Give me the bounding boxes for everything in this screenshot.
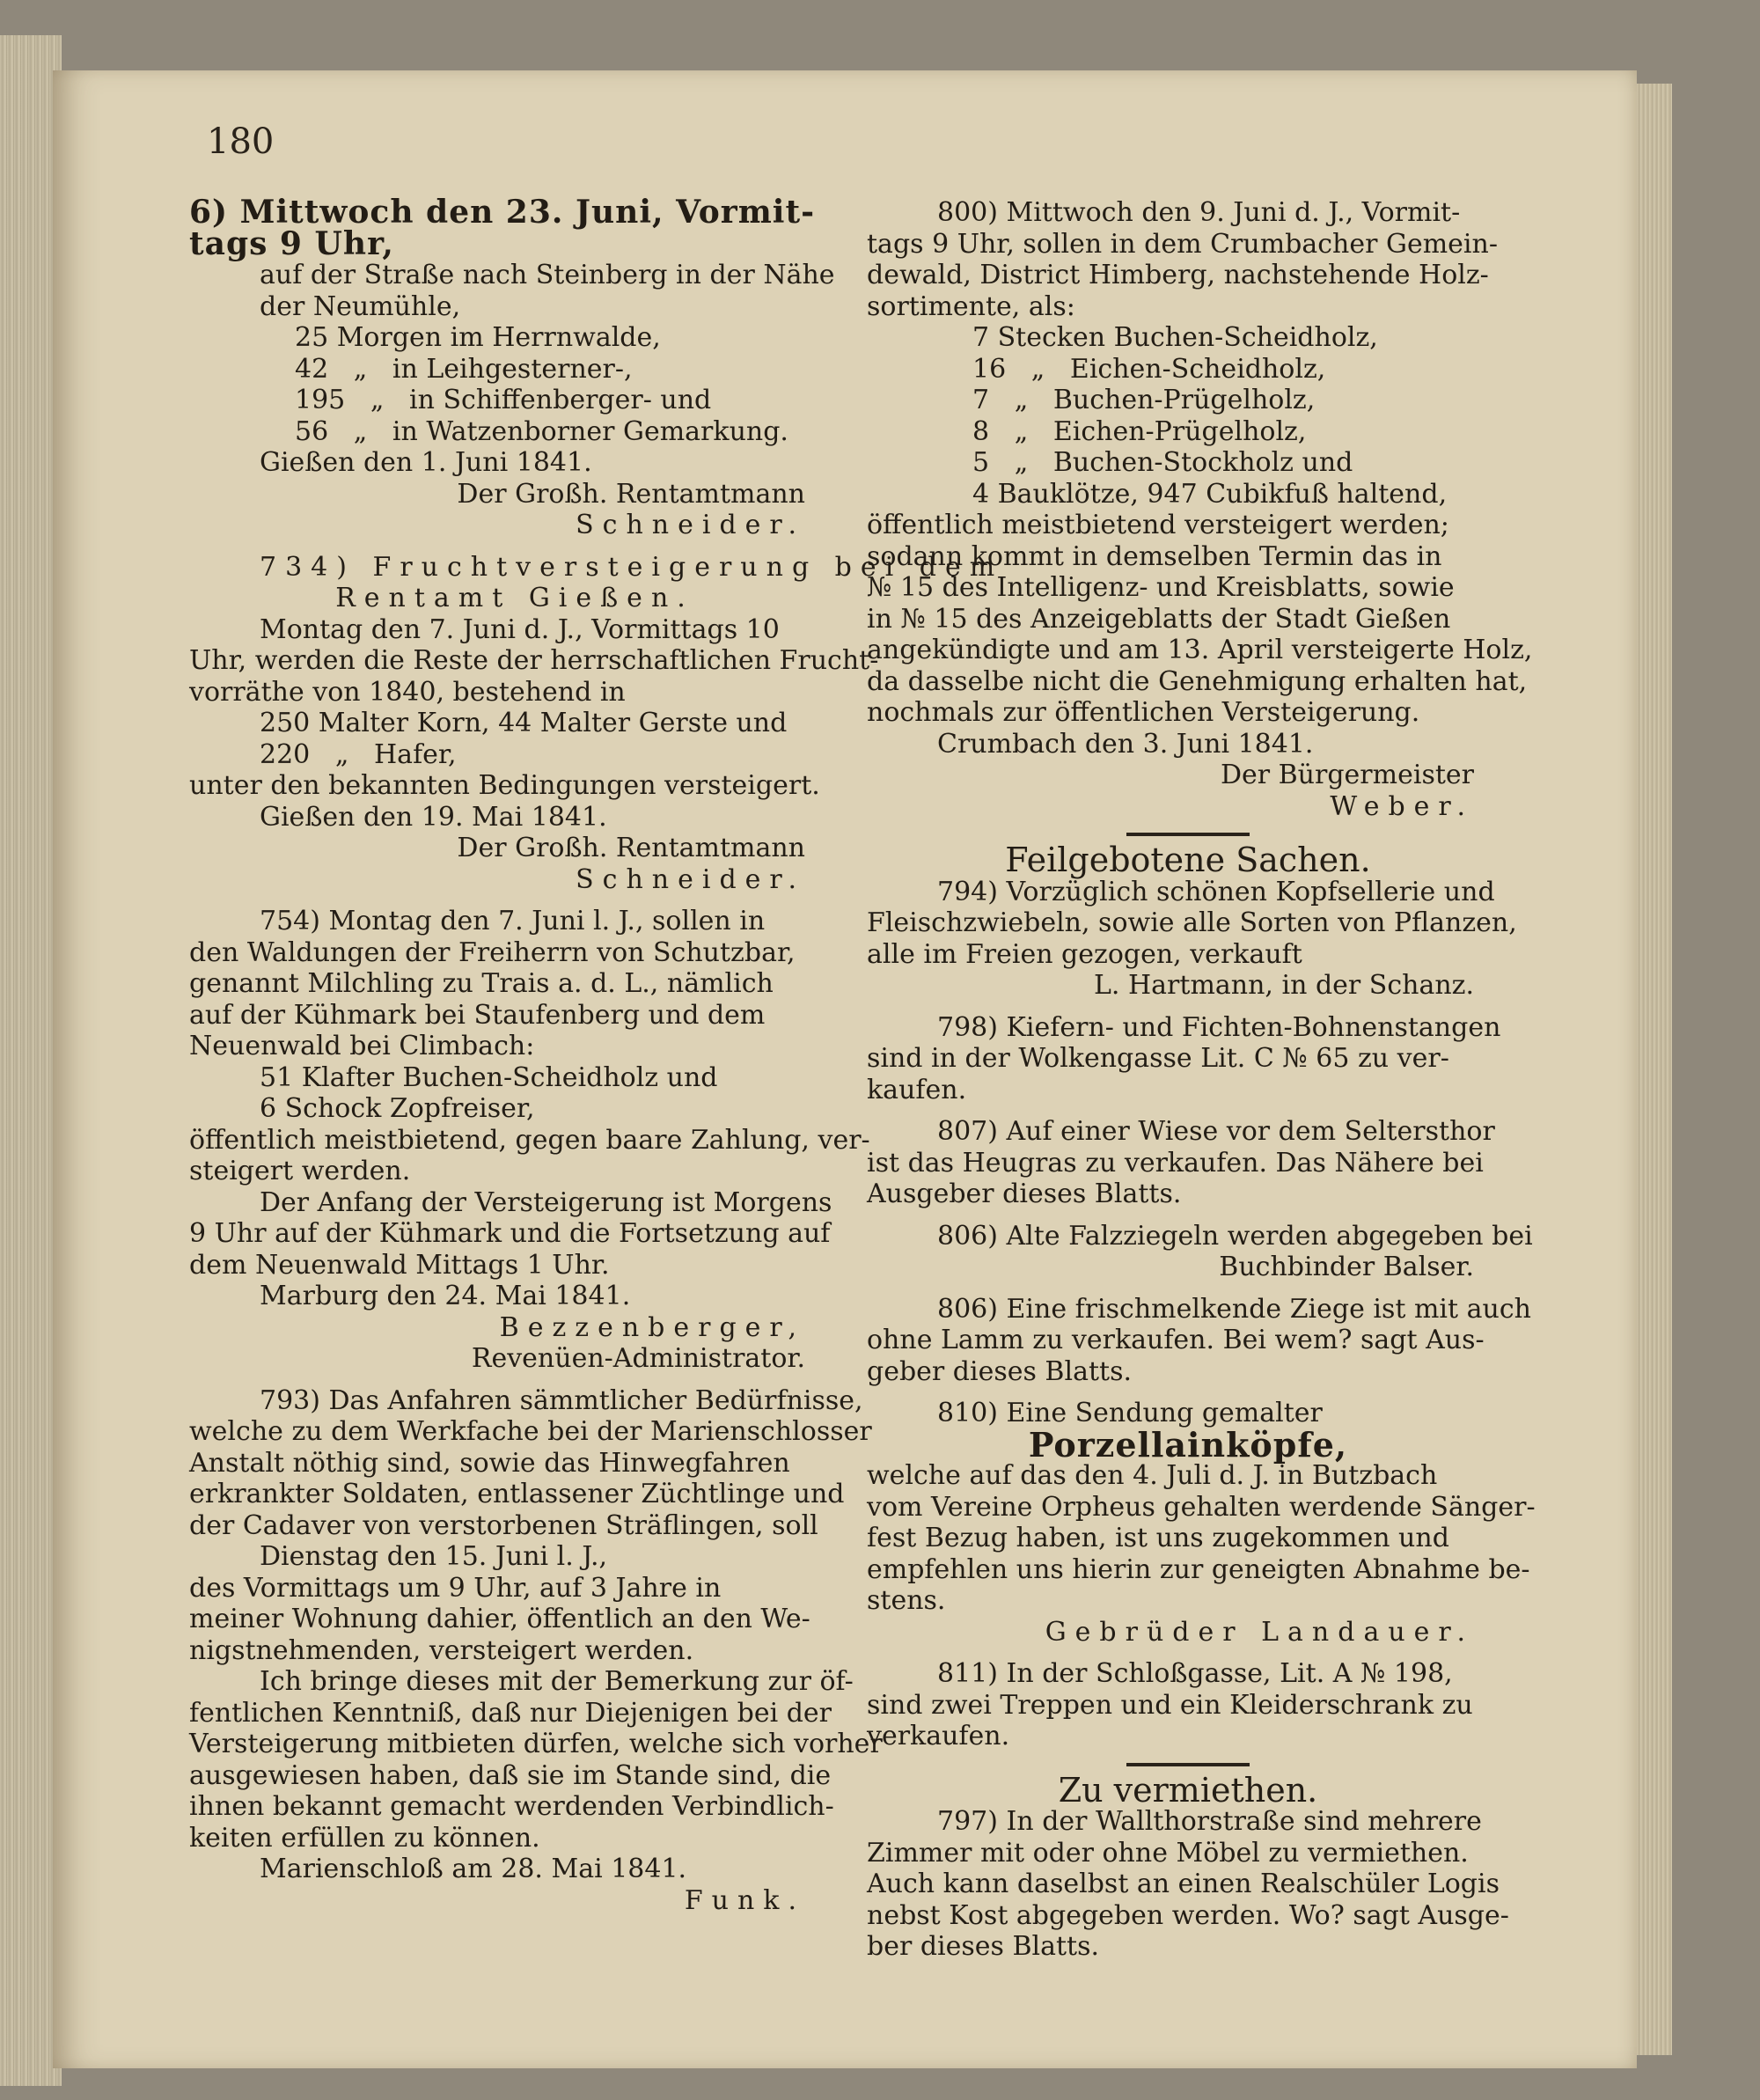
text-line: Ich bringe dieses mit der Bemerkung zur öf- — [260, 1666, 854, 1697]
date-line: Marburg den 24. Mai 1841. — [260, 1281, 631, 1311]
notice-806-b — [867, 1293, 1531, 1388]
text-line: fest Bezug haben, ist uns zugekommen und — [867, 1523, 1449, 1553]
text-line: genannt Milchling zu Trais a. d. L., nämlich — [189, 968, 774, 999]
text-line: 754) Montag den 7. Juni l. J., sollen in — [260, 906, 766, 936]
text-line: Auch kann daselbst an einen Realschüler Logis — [867, 1869, 1500, 1899]
text-line: ausgewiesen haben, daß sie im Stande sind, die — [189, 1759, 832, 1791]
signature-name: Funk. — [684, 1884, 805, 1916]
list-item: 56 „ in Watzenborner Gemarkung. — [295, 415, 788, 447]
text-line: steigert werden. — [189, 1156, 411, 1186]
text-line: 797) In der Wallthorstraße sind mehrere — [937, 1806, 1482, 1837]
text-line: fentlichen Kenntniß, daß nur Diejenigen bei der — [189, 1697, 832, 1729]
text-line: welche zu dem Werkfache bei der Marienschlosser — [189, 1416, 872, 1447]
signature-title: Revenüen-Administrator. — [471, 1343, 805, 1374]
list-item: 16 „ Eichen-Scheidholz, — [972, 353, 1326, 385]
notice-798 — [867, 1012, 1509, 1106]
text-line: vorräthe von 1840, bestehend in — [189, 676, 626, 708]
text-line: 800) Mittwoch den 9. Juni d. J., Vormit- — [937, 197, 1461, 228]
section-divider — [1126, 833, 1250, 836]
notice-794 — [867, 876, 1517, 1002]
notice-title: Rentamt Gießen. — [335, 583, 694, 613]
text-line: auf der Kühmark bei Staufenberg und dem — [189, 999, 766, 1031]
notice-797 — [867, 1806, 1509, 1963]
signature-name: Weber. — [1330, 790, 1474, 822]
text-line: unter den bekannten Bedingungen versteigert. — [189, 770, 820, 801]
text-line: empfehlen uns hierin zur geneigten Abnahme be- — [867, 1553, 1530, 1585]
text-line: sind zwei Treppen und ein Kleiderschrank zu — [867, 1689, 1473, 1721]
text-line: ber dieses Blatts. — [867, 1931, 1100, 1962]
notice-811 — [867, 1658, 1509, 1752]
highlight-text: Porzellainköpfe, — [1028, 1424, 1348, 1465]
text-line: 806) Alte Falzziegeln werden abgegeben bei — [937, 1220, 1533, 1252]
list-item: 250 Malter Korn, 44 Malter Gerste und — [260, 708, 788, 738]
text-line: Zimmer mit oder ohne Möbel zu vermiethen. — [867, 1837, 1469, 1869]
text-line: nigstnehmenden, versteigert werden. — [189, 1634, 694, 1666]
list-item: 7 „ Buchen-Prügelholz, — [972, 385, 1316, 415]
text-line: da dasselbe nicht die Genehmigung erhalten hat, — [867, 665, 1528, 697]
text-line: sortimente, als: — [867, 290, 1075, 322]
notice-734 — [189, 551, 1004, 896]
text-line: Ausgeber dieses Blatts. — [867, 1178, 1182, 1209]
section-title-sale: Feilgebotene Sachen. — [1005, 841, 1371, 879]
notice-810 — [867, 1398, 1536, 1648]
text-line: keiten erfüllen zu können. — [189, 1822, 540, 1854]
notice-793 — [189, 1384, 883, 1917]
text-line: vom Vereine Orpheus gehalten werdende Sänger- — [867, 1491, 1536, 1523]
signature-name: Schneider. — [576, 863, 805, 895]
text-line: nochmals zur öffentlichen Versteigerung. — [867, 697, 1420, 728]
text-line: geber dieses Blatts. — [867, 1355, 1132, 1387]
text-line: stens. — [867, 1585, 946, 1616]
text-line: 806) Eine frischmelkende Ziege ist mit auch — [937, 1293, 1531, 1325]
text-line: öffentlich meistbietend, gegen baare Zahlung, ver- — [189, 1124, 870, 1156]
right-column — [867, 197, 1536, 1973]
section-divider — [1126, 1763, 1250, 1766]
signature-title: Der Großh. Rentamtmann — [457, 478, 805, 510]
list-item: 7 Stecken Buchen-Scheidholz, — [972, 322, 1378, 353]
text-line: tags 9 Uhr, sollen in dem Crumbacher Gemein- — [867, 228, 1498, 260]
text-line: Neuenwald bei Climbach: — [189, 1031, 535, 1061]
text-line: nebst Kost abgegeben werden. Wo? sagt Ausge- — [867, 1899, 1509, 1931]
text-line: des Vormittags um 9 Uhr, auf 3 Jahre in — [189, 1572, 722, 1604]
signature-name: L. Hartmann, in der Schanz. — [1094, 970, 1474, 1001]
text-line: Der Anfang der Versteigerung ist Morgens — [260, 1186, 832, 1218]
text-line: kaufen. — [867, 1074, 967, 1105]
list-item: 4 Bauklötze, 947 Cubikfuß haltend, — [972, 478, 1448, 510]
text-line: 811) In der Schloßgasse, Lit. A № 198, — [937, 1658, 1453, 1689]
list-item: 25 Morgen im Herrnwalde, — [295, 322, 661, 353]
notice-heading: 6) Mittwoch den 23. Juni, Vormit- — [189, 194, 816, 231]
text-line: ist das Heugras zu verkaufen. Das Nähere bei — [867, 1147, 1484, 1178]
list-item: 51 Klafter Buchen-Scheidholz und — [260, 1061, 718, 1093]
text-line: öffentlich meistbietend versteigert werden; — [867, 510, 1449, 540]
text-line: sind in der Wolkengasse Lit. C № 65 zu ver- — [867, 1043, 1449, 1074]
notice-754 — [189, 906, 870, 1375]
page-stack-right — [1637, 84, 1672, 2055]
text-line: 798) Kiefern- und Fichten-Bohnenstangen — [937, 1011, 1501, 1043]
text-line: Fleischzwiebeln, sowie alle Sorten von Pflanzen, — [867, 907, 1517, 938]
text-line: sodann kommt in demselben Termin das in — [867, 540, 1442, 572]
text-line: den Waldungen der Freiherrn von Schutzbar, — [189, 936, 796, 968]
text-line: ihnen bekannt gemacht werdenden Verbindlich- — [189, 1791, 834, 1822]
list-item: 6 Schock Zopfreiser, — [260, 1093, 535, 1124]
text-line: verkaufen. — [867, 1721, 1010, 1751]
list-item: 8 „ Eichen-Prügelholz, — [972, 415, 1307, 447]
text-line: Uhr, werden die Reste der herrschaftlichen Frucht- — [189, 645, 879, 676]
text-line: ohne Lamm zu verkaufen. Bei wem? sagt Aus- — [867, 1325, 1485, 1355]
date-line: Gießen den 1. Juni 1841. — [260, 447, 592, 478]
notice-806-a — [867, 1220, 1533, 1283]
text-line: auf der Straße nach Steinberg in der Nähe — [260, 260, 835, 290]
list-item: 42 „ in Leihgesterner-, — [295, 353, 633, 385]
text-line: 810) Eine Sendung gemalter — [937, 1398, 1323, 1428]
text-line: meiner Wohnung dahier, öffentlich an den We- — [189, 1604, 810, 1634]
text-line: der Cadaver von verstorbenen Sträflingen, soll — [189, 1509, 818, 1541]
date-line: Marienschloß am 28. Mai 1841. — [260, 1854, 687, 1884]
text-line: angekündigte und am 13. April versteigerte Holz, — [867, 635, 1533, 665]
signature-name: Buchbinder Balser. — [1219, 1252, 1474, 1282]
text-line: Montag den 7. Juni d. J., Vormittags 10 — [260, 613, 780, 645]
text-line: welche auf das den 4. Juli d. J. in Butzbach — [867, 1460, 1438, 1491]
notice-807 — [867, 1116, 1509, 1210]
text-line: 9 Uhr auf der Kühmark und die Fortsetzung auf — [189, 1218, 831, 1249]
section-title-rent: Zu vermiethen. — [1058, 1770, 1318, 1810]
list-item: 195 „ in Schiffenberger- und — [295, 385, 712, 415]
date-line: Gießen den 19. Mai 1841. — [260, 801, 607, 833]
text-line: Anstalt nöthig sind, sowie das Hinwegfahren — [189, 1447, 790, 1479]
text-line: Versteigerung mitbieten dürfen, welche sich vorher — [189, 1729, 883, 1759]
text-line: der Neumühle, — [260, 290, 461, 322]
text-line: № 15 des Intelligenz- und Kreisblatts, sowie — [867, 572, 1455, 603]
signature-name: Schneider. — [576, 510, 805, 540]
text-line: dem Neuenwald Mittags 1 Uhr. — [189, 1249, 610, 1281]
text-line: in № 15 des Anzeigeblatts der Stadt Gießen — [867, 603, 1451, 635]
list-item: 220 „ Hafer, — [260, 738, 457, 770]
notice-heading: tags 9 Uhr, — [189, 224, 394, 262]
text-line: alle im Freien gezogen, verkauft — [867, 938, 1302, 970]
text-line: Dienstag den 15. Juni l. J., — [260, 1541, 608, 1572]
list-item: 5 „ Buchen-Stockholz und — [972, 447, 1353, 478]
text-line: 807) Auf einer Wiese vor dem Seltersthor — [937, 1116, 1495, 1147]
notice-title: 734) Fruchtversteigerung bei dem — [260, 551, 1004, 583]
text-line: 794) Vorzüglich schönen Kopfsellerie und — [937, 876, 1495, 907]
notice-800 — [867, 197, 1533, 822]
text-line: erkrankter Soldaten, entlassener Züchtlinge und — [189, 1479, 845, 1509]
signature-name: Gebrüder Landauer. — [1045, 1616, 1474, 1648]
signature-title: Der Großh. Rentamtmann — [457, 833, 805, 863]
text-line: dewald, District Himberg, nachstehende Holz- — [867, 260, 1489, 290]
signature-name: Bezzenberger, — [499, 1311, 805, 1343]
date-line: Crumbach den 3. Juni 1841. — [937, 728, 1314, 760]
text-line: 793) Das Anfahren sämmtlicher Bedürfnisse, — [260, 1384, 863, 1416]
signature-title: Der Bürgermeister — [1220, 760, 1474, 790]
notice-6 — [189, 194, 840, 541]
page-number: 180 — [207, 121, 275, 162]
